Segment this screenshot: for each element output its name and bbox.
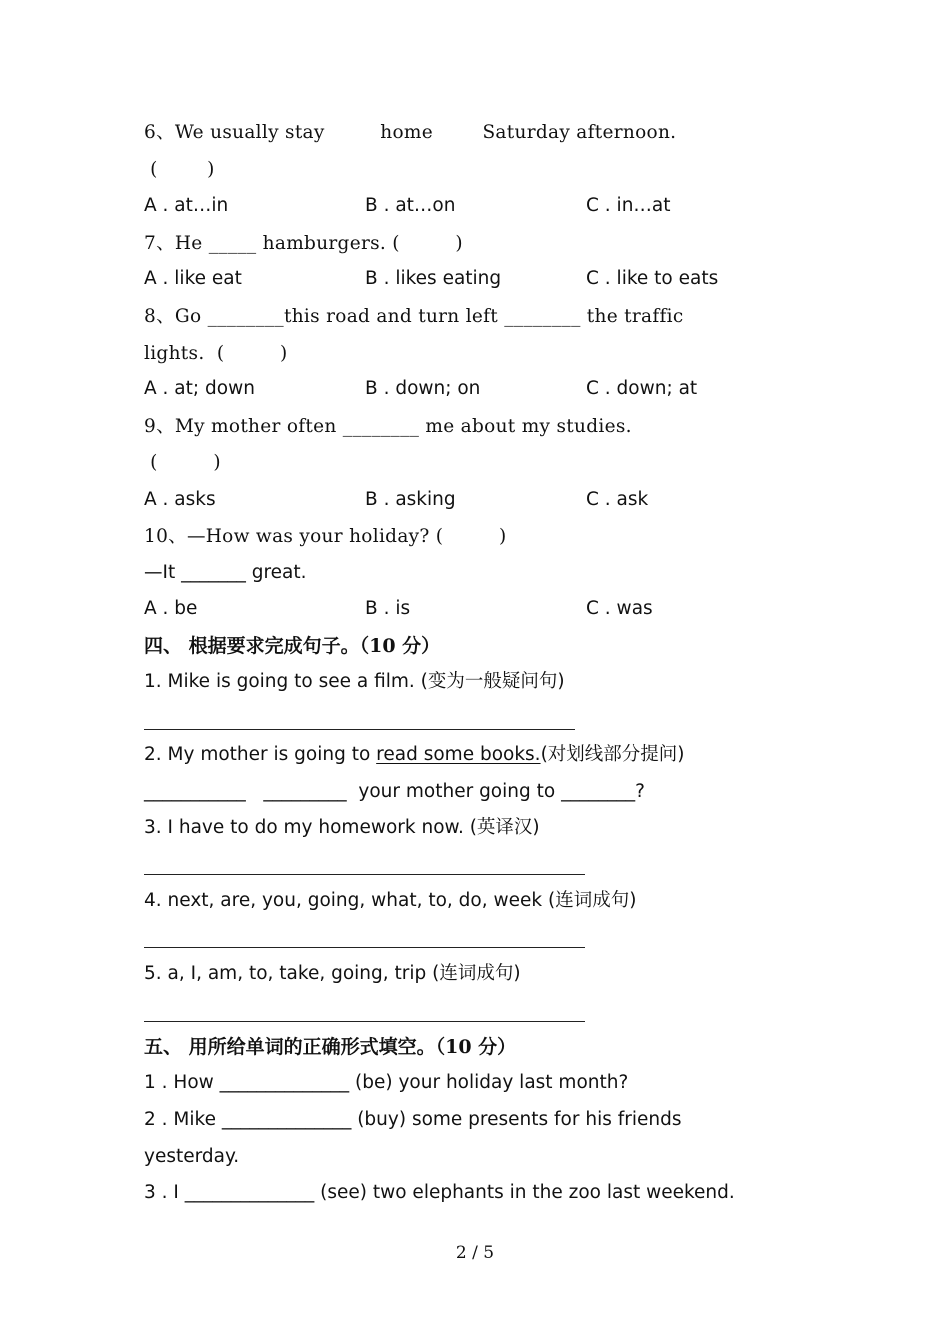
q7-option-b: B . likes eating <box>365 268 502 289</box>
sentence-5-answer-line[interactable] <box>144 1021 585 1022</box>
sentence-2-prefix: 2. My mother is going to <box>144 744 377 765</box>
q6-option-c: C . in…at <box>586 195 671 216</box>
q10-stem-continued: —It _______ great. <box>144 562 307 583</box>
q7-option-a: A . like eat <box>144 268 242 289</box>
page-number: 2 / 5 <box>455 1243 495 1263</box>
q10-option-b: B . is <box>365 598 411 619</box>
sentence-3-prompt: 3. I have to do my homework now. (英译汉) <box>144 817 540 838</box>
fill-blank-2: 2 . Mike ______________ (buy) some presents for his friends <box>144 1109 682 1130</box>
q9-stem: 9、My mother often ________ me about my studies. <box>144 416 632 437</box>
q8-option-c: C . down; at <box>586 378 698 399</box>
section-4-heading: 四、 根据要求完成句子。（10 分） <box>144 635 441 657</box>
sentence-2-prompt <box>144 744 685 766</box>
q10-option-a: A . be <box>144 598 198 619</box>
sentence-2-instruction: (对划线部分提问) <box>540 744 685 765</box>
sentence-1-answer-line[interactable] <box>144 729 575 730</box>
q8-stem: 8、Go ________this road and turn left ________ the traffic <box>144 306 684 327</box>
q8-stem-continued: lights. ( ) <box>144 343 288 364</box>
q6-answer-paren: ( ) <box>144 159 215 180</box>
q9-option-b: B . asking <box>365 489 456 510</box>
fill-blank-2-continued: yesterday. <box>144 1146 240 1167</box>
q10-option-c: C . was <box>586 598 653 619</box>
fill-blank-3: 3 . I ______________ (see) two elephants in the zoo last weekend. <box>144 1182 735 1203</box>
q6-option-b: B . at…on <box>365 195 456 216</box>
q9-answer-paren: ( ) <box>144 452 221 473</box>
q8-option-b: B . down; on <box>365 378 481 399</box>
sentence-4-prompt: 4. next, are, you, going, what, to, do, week (连词成句) <box>144 890 637 911</box>
q10-stem: 10、—How was your holiday? ( ) <box>144 526 507 547</box>
q8-option-a: A . at; down <box>144 378 255 399</box>
sentence-1-prompt: 1. Mike is going to see a film. (变为一般疑问句) <box>144 671 565 692</box>
q6-stem: 6、We usually stay home Saturday afternoon. <box>144 122 677 143</box>
q7-option-c: C . like to eats <box>586 268 719 289</box>
q9-option-c: C . ask <box>586 489 649 510</box>
q6-option-a: A . at…in <box>144 195 229 216</box>
sentence-5-prompt: 5. a, I, am, to, take, going, trip (连词成句) <box>144 963 521 984</box>
fill-blank-1: 1 . How ______________ (be) your holiday last month? <box>144 1072 629 1093</box>
q7-stem: 7、He _____ hamburgers. ( ) <box>144 233 463 254</box>
sentence-2-underlined-part: read some books. <box>376 744 541 765</box>
q9-option-a: A . asks <box>144 489 216 510</box>
section-5-heading: 五、 用所给单词的正确形式填空。（10 分） <box>144 1036 517 1058</box>
sentence-3-answer-line[interactable] <box>144 874 585 875</box>
sentence-2-answer-template[interactable]: ___________ _________ your mother going to ________? <box>144 781 645 802</box>
sentence-4-answer-line[interactable] <box>144 947 585 948</box>
